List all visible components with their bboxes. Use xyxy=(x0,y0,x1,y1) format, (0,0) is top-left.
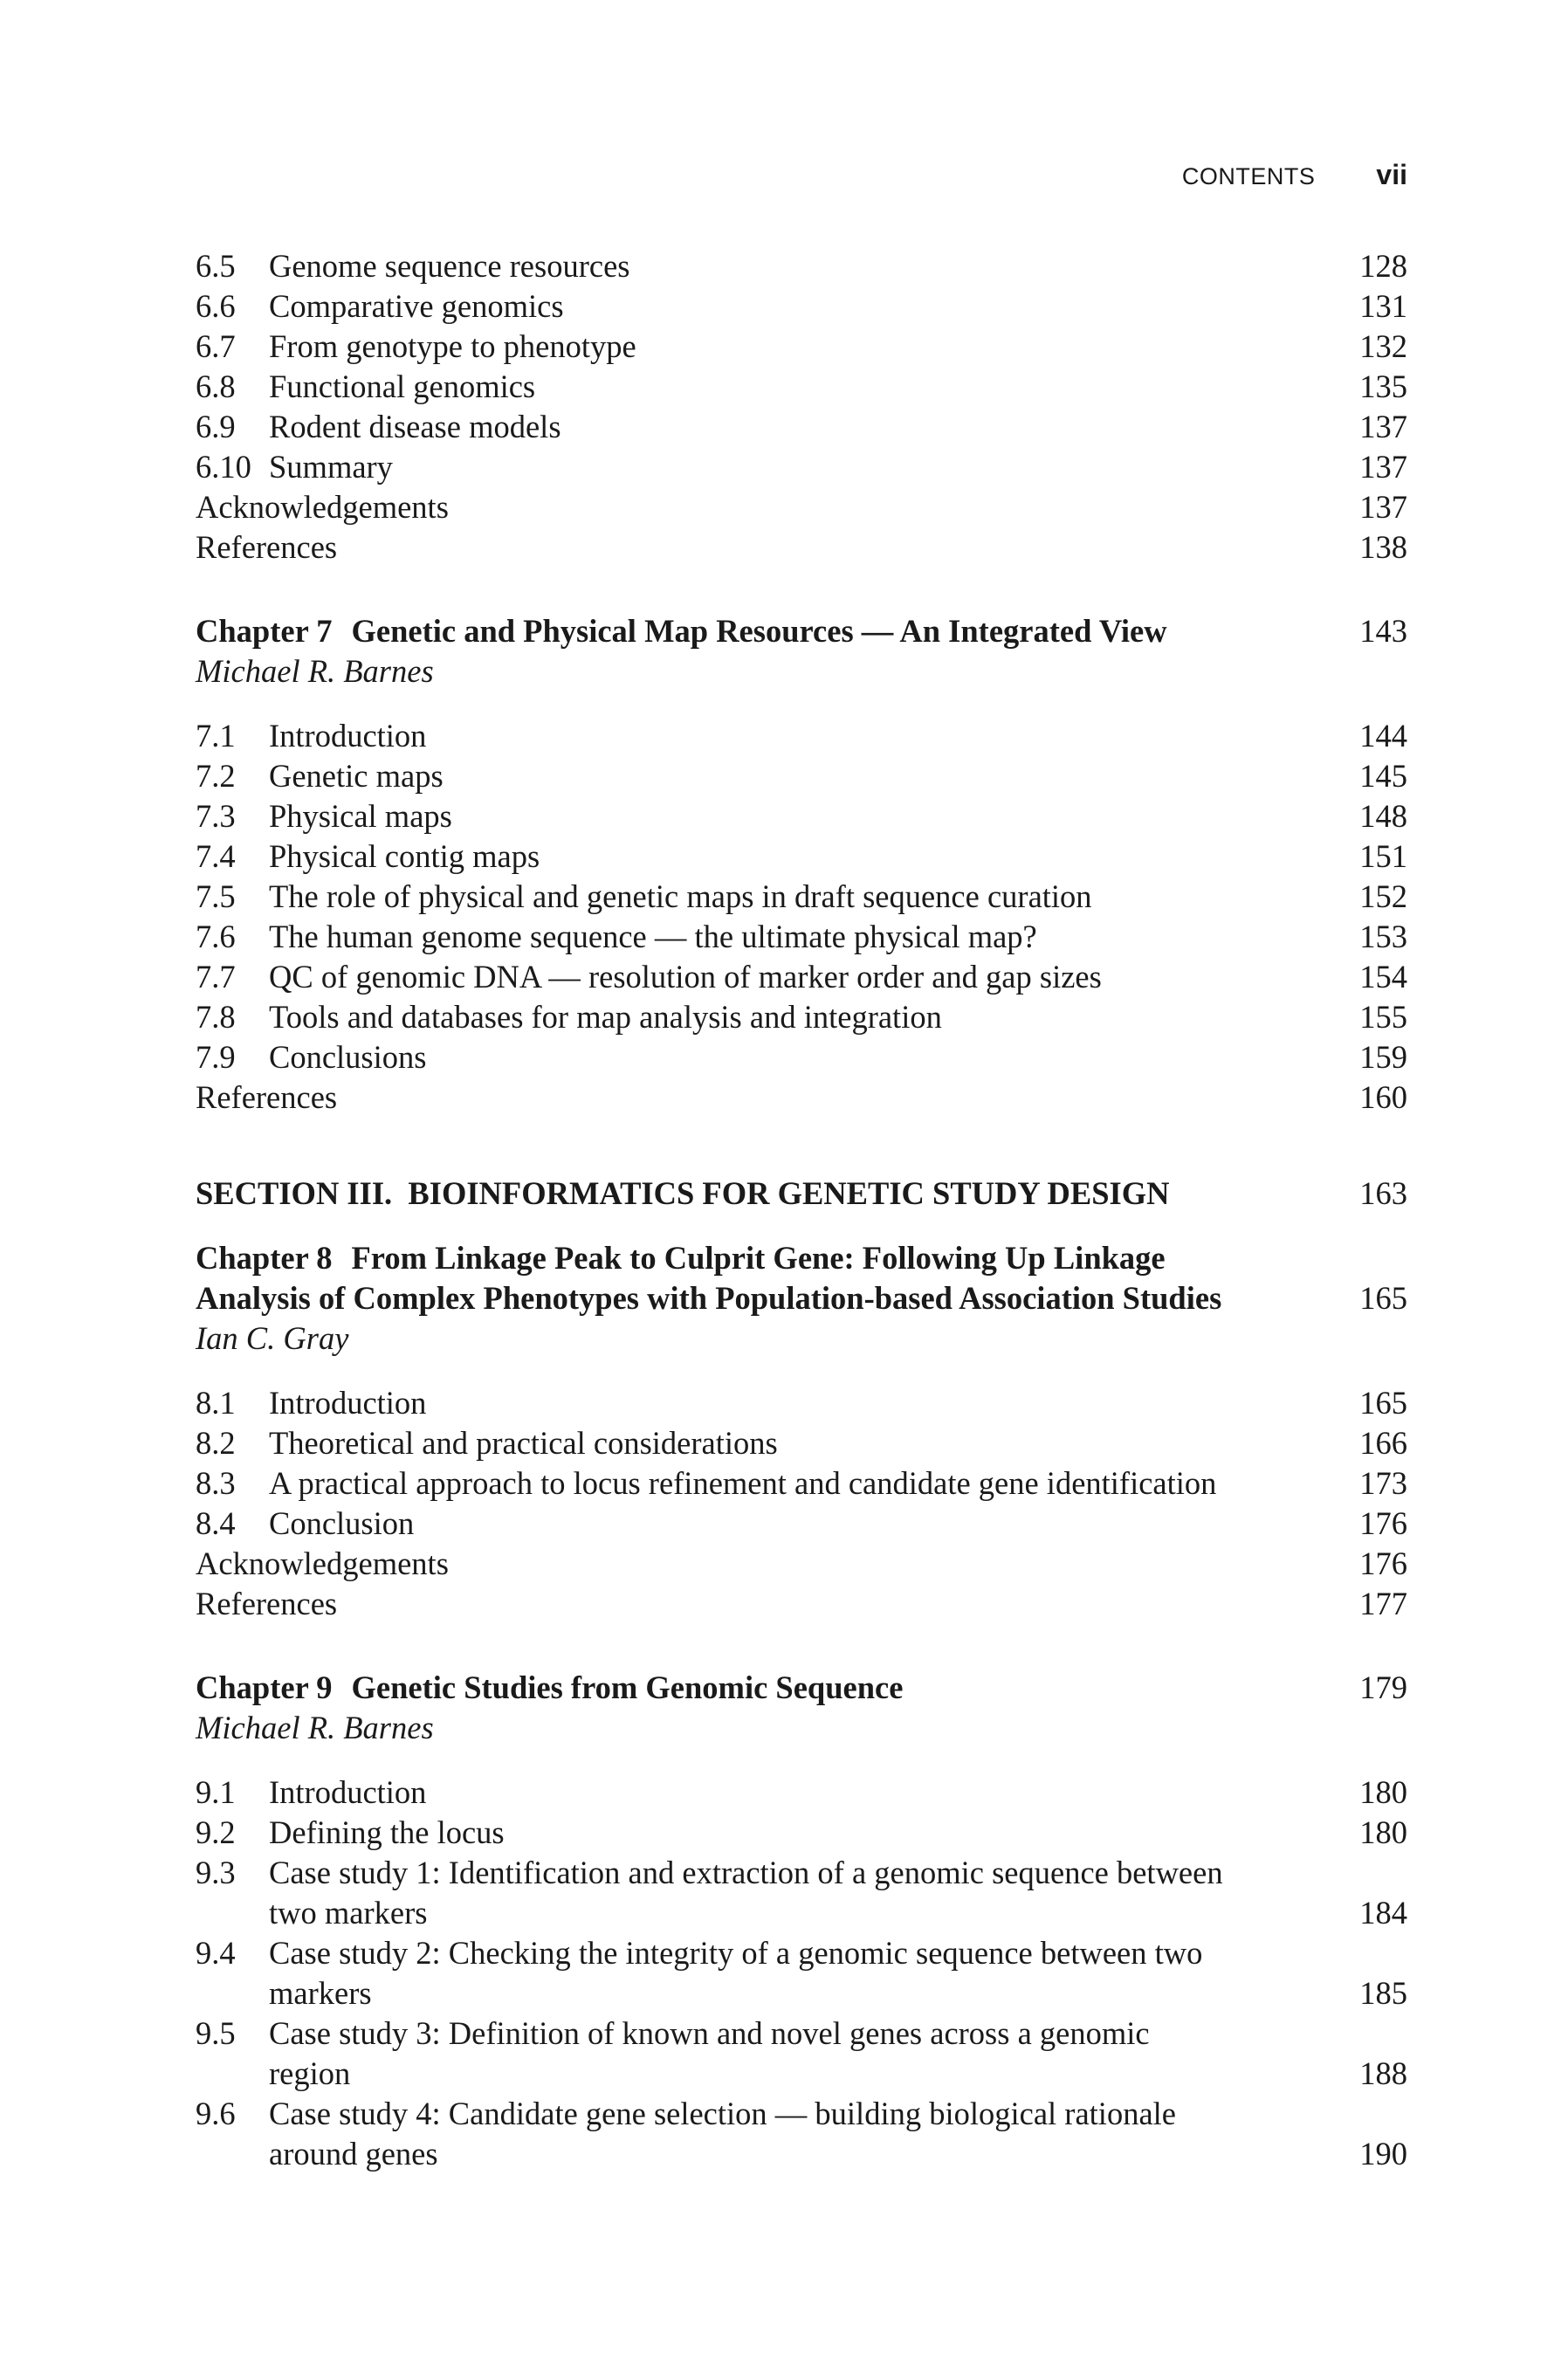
toc-entry[interactable]: 7.6 The human genome sequence — the ultimate physical map? 153 xyxy=(196,919,1407,954)
toc-entry[interactable]: 7.7 QC of genomic DNA — resolution of marker order and gap sizes 154 xyxy=(196,959,1407,995)
toc-entry[interactable]: 8.2 Theoretical and practical considerations 166 xyxy=(196,1425,1407,1461)
page-number: vii xyxy=(1376,159,1407,190)
chapter-8-heading-line2[interactable]: Analysis of Complex Phenotypes with Population-based Association Studies 165 xyxy=(196,1280,1407,1316)
toc-entry[interactable]: 9.3 Case study 1: Identification and extraction of a genomic sequence between two markers 184 xyxy=(196,1855,1407,1931)
toc-entry[interactable]: 8.4 Conclusion 176 xyxy=(196,1505,1407,1541)
toc-entry[interactable]: 7.8 Tools and databases for map analysis and integration 155 xyxy=(196,999,1407,1035)
toc-entry[interactable]: 6.6 Comparative genomics 131 xyxy=(196,288,1407,324)
toc-entry[interactable]: 7.9 Conclusions 159 xyxy=(196,1039,1407,1075)
toc-entry[interactable]: 6.9 Rodent disease models 137 xyxy=(196,409,1407,444)
section-3-heading[interactable]: SECTION III. BIOINFORMATICS FOR GENETIC STUDY DESIGN 163 xyxy=(196,1175,1407,1211)
toc-entry[interactable]: 9.1 Introduction 180 xyxy=(196,1774,1407,1810)
toc-entry[interactable]: 7.4 Physical contig maps 151 xyxy=(196,838,1407,874)
chapter-author: Michael R. Barnes xyxy=(196,1710,434,1745)
chapter-author: Michael R. Barnes xyxy=(196,653,434,689)
toc-entry-references[interactable]: References 138 xyxy=(196,529,1407,565)
toc-entry[interactable]: 8.3 A practical approach to locus refinement and candidate gene identification 173 xyxy=(196,1465,1407,1501)
toc-entry[interactable]: 7.3 Physical maps 148 xyxy=(196,798,1407,834)
toc-entry[interactable]: 7.1 Introduction 144 xyxy=(196,718,1407,754)
chapter-9-heading[interactable]: Chapter 9 Genetic Studies from Genomic Sequence 179 xyxy=(196,1669,1407,1705)
toc-entry-references[interactable]: References 177 xyxy=(196,1586,1407,1621)
chapter-8-heading-line1[interactable]: Chapter 8 From Linkage Peak to Culprit Gene: Following Up Linkage xyxy=(196,1240,1166,1276)
toc-entry[interactable]: 7.2 Genetic maps 145 xyxy=(196,758,1407,794)
toc-entry-acknowledgements[interactable]: Acknowledgements 137 xyxy=(196,489,1407,525)
toc-entry[interactable]: 6.5 Genome sequence resources 128 xyxy=(196,248,1407,284)
chapter-author: Ian C. Gray xyxy=(196,1320,349,1356)
toc-entry[interactable]: 9.6 Case study 4: Candidate gene selection — building biological rationale around genes 190 xyxy=(196,2096,1407,2172)
toc-entry[interactable]: 8.1 Introduction 165 xyxy=(196,1385,1407,1421)
toc-entry[interactable]: 6.10 Summary 137 xyxy=(196,449,1407,485)
toc-entry[interactable]: 9.5 Case study 3: Definition of known and novel genes across a genomic region 188 xyxy=(196,2015,1407,2091)
toc-entry[interactable]: 9.2 Defining the locus 180 xyxy=(196,1814,1407,1850)
chapter-7-heading[interactable]: Chapter 7 Genetic and Physical Map Resources — An Integrated View 143 xyxy=(196,613,1407,649)
toc-entry-references[interactable]: References 160 xyxy=(196,1079,1407,1115)
toc-entry[interactable]: 6.7 From genotype to phenotype 132 xyxy=(196,328,1407,364)
toc-entry-acknowledgements[interactable]: Acknowledgements 176 xyxy=(196,1545,1407,1581)
toc-entry[interactable]: 6.8 Functional genomics 135 xyxy=(196,368,1407,404)
toc-entry[interactable]: 7.5 The role of physical and genetic maps in draft sequence curation 152 xyxy=(196,878,1407,914)
page-header xyxy=(196,159,1407,203)
toc-entry[interactable]: 9.4 Case study 2: Checking the integrity of a genomic sequence between two markers 185 xyxy=(196,1935,1407,2011)
table-of-contents xyxy=(196,246,1407,2174)
running-title: CONTENTS xyxy=(1181,163,1316,189)
